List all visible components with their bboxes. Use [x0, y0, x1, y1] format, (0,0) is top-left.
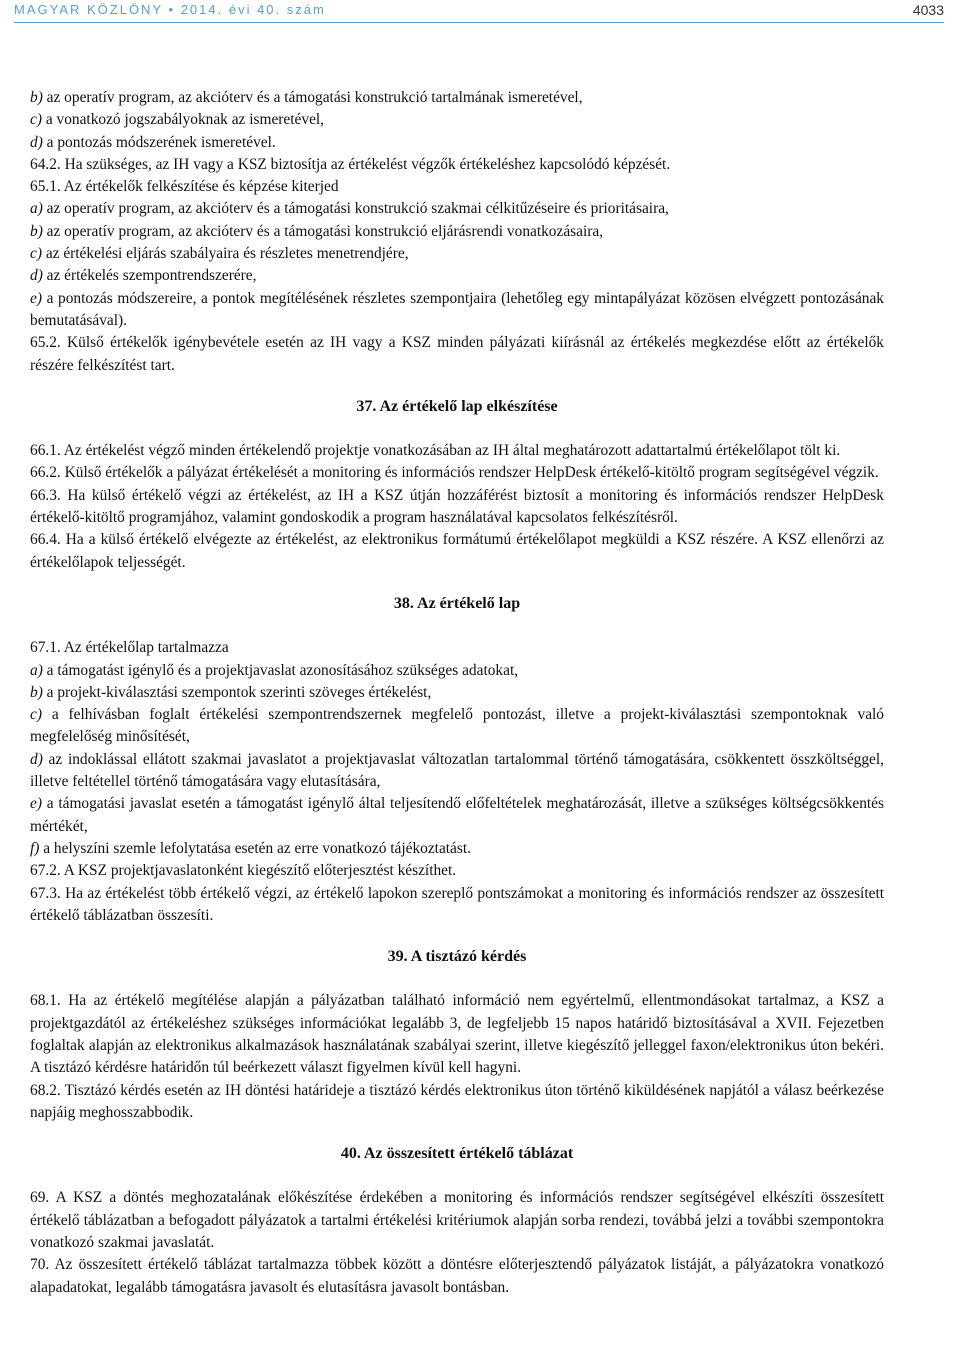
paragraph-text: 65.2. Külső értékelők igénybevétele esetén az IH vagy a KSZ minden pályázati kiírásnál az értékelés megkezdése előtt az értékelők részére felkészítést tart. [30, 334, 884, 374]
paragraph [30, 109, 884, 131]
paragraph [30, 838, 884, 860]
paragraph-text: 66.1. Az értékelést végző minden értékelendő projektje vonatkozásában az IH által meghatározott adattartalmú értékelőlapot tölt ki. [30, 442, 841, 460]
paragraph [30, 860, 884, 882]
paragraph-text: a projekt-kiválasztási szempontok szerinti szöveges értékelést, [42, 683, 432, 701]
item-label: c) [30, 245, 42, 263]
paragraph-text: az operatív program, az akcióterv és a támogatási konstrukció tartalmának ismeretével, [42, 89, 583, 106]
paragraph-text: az operatív program, az akcióterv és a támogatási konstrukció szakmai célkitűzéseire és prioritásaira, [42, 200, 669, 218]
paragraph [30, 176, 884, 198]
paragraph [30, 1080, 884, 1125]
paragraph-text: az indoklással ellátott szakmai javaslatot a projektjavaslat változatlan tartalommal történő támogatására, csökkentett összköltséggel, illetve feltétellel történő támogatására vagy elutasítására, [30, 750, 884, 791]
item-label: d) [30, 267, 43, 285]
paragraph-text: 68.2. Tisztázó kérdés esetén az IH döntési határideje a tisztázó kérdés elektronikus úton történő kiküldésének napjától a válasz beérkezése napjáig meghosszabbodik. [30, 1081, 884, 1121]
paragraph-text: a pontozás módszerének ismeretével. [42, 133, 276, 151]
item-label: d) [30, 133, 43, 151]
paragraph-text: a felhívásban foglalt értékelési szempontrendszernek megfelelő pontozást, illetve a projekt-kiválasztási szempontoknak való megfelelőség minősítését, [30, 706, 884, 746]
paragraph-text: 67.3. Ha az értékelést több értékelő végzi, az értékelő lapokon szereplő pontszámokat a monitoring és információs rendszer az összesített értékelő táblázatban összesíti. [30, 884, 884, 924]
paragraph-text: a támogatási javaslat esetén a támogatást igénylő által teljesítendő előfeltételek meghatározását, illetve a szükséges költségcsökkentés mértékét, [30, 795, 884, 835]
paragraph-text: a támogatást igénylő és a projektjavaslat azonosításához szükséges adatokat, [42, 661, 519, 679]
header-divider [14, 22, 944, 23]
paragraph [30, 682, 884, 704]
document-body [30, 87, 884, 1299]
item-label: b) [30, 222, 43, 240]
section-heading: 38. Az értékelő lap [393, 594, 521, 612]
paragraph-text: 65.1. Az értékelők felkészítése és képzése kiterjed [30, 178, 339, 196]
paragraph [30, 990, 884, 1079]
paragraph [30, 198, 884, 220]
paragraph-text: az értékelési eljárás szabályaira és részletes menetrendjére, [41, 245, 409, 263]
paragraph-text: az értékelés szempontrendszerére, [42, 267, 257, 285]
paragraph-text: a helyszíni szemle lefolytatása esetén az erre vonatkozó tájékoztatást. [39, 839, 471, 857]
section-heading: 39. A tisztázó kérdés [387, 948, 527, 966]
paragraph-text: a pontozás módszereire, a pontok megítélésének részletes szempontjaira (lehetőleg egy mintapályázat közösen elvégzett pontozásának bemutatásával). [30, 289, 884, 329]
paragraph [30, 1254, 884, 1299]
paragraph [30, 637, 884, 659]
paragraph-text: a vonatkozó jogszabályoknak az ismeretével, [41, 111, 325, 129]
item-label: a) [30, 661, 43, 679]
item-label: d) [30, 750, 43, 768]
section-heading: 40. Az összesített értékelő táblázat [340, 1145, 574, 1163]
paragraph-text: 67.1. Az értékelőlap tartalmazza [30, 639, 229, 657]
item-label: b) [30, 89, 43, 106]
paragraph-text: 70. Az összesített értékelő táblázat tartalmazza többek között a döntésre előterjesztendő pályázatok listáját, a pályázatokra vonatkozó alapadatokat, legalább támogatásra javasolt és elutasításra javasolt bontásban. [30, 1256, 884, 1296]
item-label: e) [30, 289, 42, 307]
paragraph-text: 66.4. Ha a külső értékelő elvégezte az értékelést, az elektronikus formátumú értékelőlapot megküldi a KSZ részére. A KSZ ellenőrzi az értékelőlapok teljességét. [30, 531, 884, 571]
paragraph-text: 64.2. Ha szükséges, az IH vagy a KSZ biztosítja az értékelést végzők értékeléshez kapcsolódó képzését. [30, 155, 671, 173]
running-header [14, 2, 944, 22]
paragraph-text: 66.3. Ha külső értékelő végzi az értékelést, az IH a KSZ útján hozzáférést biztosít a monitoring és információs rendszer HelpDesk értékelő-kitöltő programjához, valamint gondoskodik a program használatával kapcsolatos felkészítésről. [30, 486, 884, 527]
item-label: a) [30, 200, 43, 218]
paragraph [30, 704, 884, 749]
paragraph-text: 68.1. Ha az értékelő megítélése alapján a pályázatban található információ nem egyértelmű, ellentmondásokat tartalmaz, a KSZ a projektgazdától az értékeléshez szükséges információkat legalább 3, de legfeljebb 15 napos határidő biztosításával a XVII. Fejezetben foglaltak alapján az elektronikus alkalmazások használatának szabályai szerint, illetve kiegészítő jelleggel faxon/elektronikus úton bekéri. A tisztázó kérdésre határidőn túl beérkezett választ figyelmen kívül kell hagyni. [30, 992, 884, 1077]
paragraph [30, 288, 884, 333]
journal-title: MAGYAR KÖZLÖNY [14, 2, 163, 17]
paragraph [30, 529, 884, 574]
paragraph [30, 132, 884, 154]
paragraph [30, 749, 884, 794]
paragraph [30, 1187, 884, 1254]
paragraph [30, 332, 884, 377]
paragraph [30, 154, 884, 176]
journal-issue-line [14, 2, 326, 17]
paragraph-text: 66.2. Külső értékelők a pályázat értékelését a monitoring és információs rendszer HelpDesk értékelő-kitöltő program segítségével végzik. [30, 464, 879, 482]
paragraph [30, 440, 884, 462]
item-label: c) [30, 111, 42, 129]
paragraph-text: az operatív program, az akcióterv és a támogatási konstrukció eljárásrendi vonatkozásaira, [42, 222, 604, 240]
paragraph-text: 67.2. A KSZ projektjavaslatonként kiegészítő előterjesztést készíthet. [30, 862, 457, 880]
page-number: 4033 [912, 2, 944, 18]
paragraph [30, 660, 884, 682]
item-label: c) [30, 706, 42, 724]
item-label: e) [30, 795, 42, 813]
issue-label: 2014. évi 40. szám [180, 2, 326, 17]
item-label: f) [30, 839, 40, 857]
paragraph [30, 221, 884, 243]
section-heading: 37. Az értékelő lap elkészítése [356, 397, 558, 415]
paragraph [30, 87, 884, 109]
paragraph [30, 243, 884, 265]
paragraph [30, 485, 884, 530]
paragraph [30, 462, 884, 484]
header-bullet: • [168, 2, 176, 17]
item-label: b) [30, 683, 43, 701]
paragraph-text: 69. A KSZ a döntés meghozatalának előkészítése érdekében a monitoring és információs rendszer segítségével elkészíti összesített értékelő táblázatban a befogadott pályázatok a tartalmi értékelési kritériumok alapján sorba rendezi, továbbá jelzi a további szempontokra vonatkozó szakmai javaslatát. [30, 1189, 884, 1252]
paragraph [30, 883, 884, 928]
paragraph [30, 265, 884, 287]
paragraph [30, 793, 884, 838]
